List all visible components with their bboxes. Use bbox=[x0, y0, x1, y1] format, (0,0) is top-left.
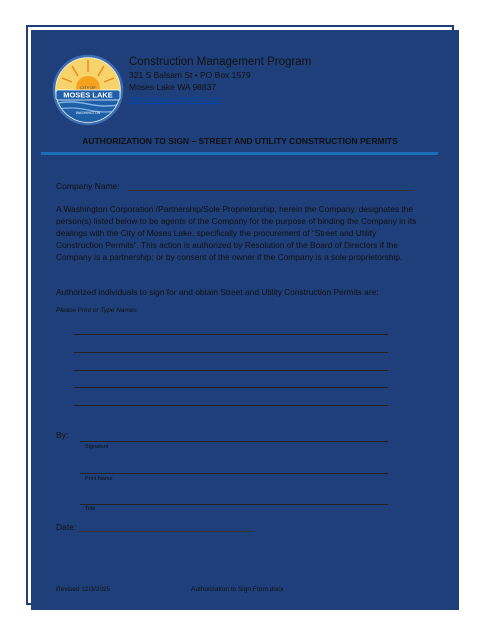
document-title: AUTHORIZATION TO SIGN – STREET AND UTILITY CONSTRUCTION PERMITS bbox=[82, 136, 398, 146]
print-name-label: Print Name bbox=[85, 476, 113, 482]
company-name-field[interactable] bbox=[127, 190, 412, 191]
name-line-3[interactable] bbox=[74, 370, 388, 371]
address-line-2: Moses Lake WA 98837 bbox=[129, 82, 217, 92]
header-divider bbox=[41, 152, 438, 155]
name-line-1[interactable] bbox=[74, 334, 388, 335]
logo-text-main: MOSES LAKE bbox=[63, 90, 113, 100]
website-link[interactable]: https://www.cityofml.com bbox=[129, 94, 223, 104]
file-name: Authorization to Sign Form.docx bbox=[191, 586, 284, 593]
title-field[interactable] bbox=[80, 504, 388, 505]
signature-field[interactable] bbox=[80, 441, 388, 442]
name-line-5[interactable] bbox=[74, 405, 388, 406]
name-line-4[interactable] bbox=[74, 387, 388, 388]
authorization-paragraph: A Washington Corporation /Partnership/Sole Proprietorship, herein the Company, designates the person(s) listed below to be agents of the Company for the purpose of binding the Company in its dealings with the City of Moses Lake, specifically the procurement of “Street and Utility Construction Permits”. This action is authorized by Resolution of the Board of Directors if the Company is a partnership; or by consent of the owner if the Company is a sole proprietorship. bbox=[56, 204, 417, 262]
address-line-1: 321 S Balsam St • PO Box 1579 bbox=[129, 70, 251, 80]
revised-date: Revised 12/3/2025 bbox=[56, 586, 111, 593]
letterhead bbox=[129, 55, 311, 105]
city-of-moses-lake-logo bbox=[52, 54, 124, 126]
logo-text-top: CITY OF bbox=[80, 85, 96, 90]
date-label: Date: bbox=[56, 522, 77, 532]
by-label: By: bbox=[56, 430, 69, 440]
name-line-2[interactable] bbox=[74, 352, 388, 353]
print-name-field[interactable] bbox=[80, 473, 388, 474]
logo-text-bottom: WASHINGTON bbox=[75, 111, 101, 115]
signature-label: Signature bbox=[85, 444, 109, 450]
company-name-label: Company Name: bbox=[56, 181, 120, 191]
org-title: Construction Management Program bbox=[129, 56, 312, 68]
date-field[interactable] bbox=[77, 531, 253, 532]
title-label: Title bbox=[85, 506, 96, 512]
authorized-individuals-text: Authorized individuals to sign for and obtain Street and Utility Construction Permits are: bbox=[56, 287, 379, 297]
print-names-label: Please Print or Type Names bbox=[56, 307, 137, 314]
